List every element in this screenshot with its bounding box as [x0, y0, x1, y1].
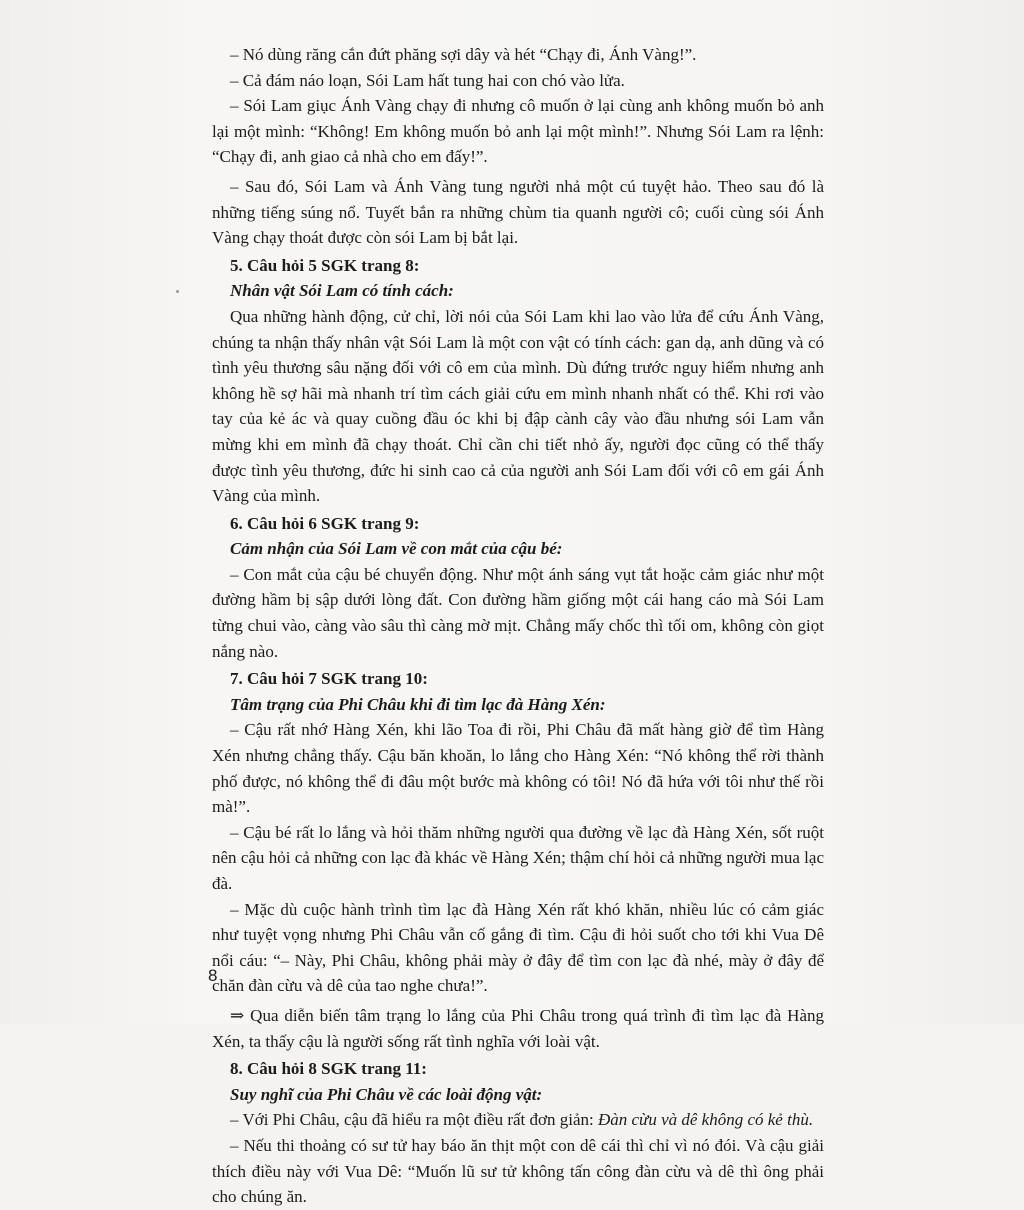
section-heading-8: 8. Câu hỏi 8 SGK trang 11: [230, 1059, 427, 1079]
paragraph: – Sau đó, Sói Lam và Ánh Vàng tung người nhả một cú tuyệt hảo. Theo sau đó là những tiếng súng nổ. Tuyết bắn ra những chùm tia quanh người cô; cuối cùng sói Ánh Vàng chạy thoát được còn sói Lam bị bắt lại. [212, 176, 824, 248]
paragraph: – Nó dùng răng cắn đứt phăng sợi dây và hét “Chạy đi, Ánh Vàng!”. [230, 45, 697, 64]
paragraph: – Con mắt của cậu bé chuyển động. Như một ánh sáng vụt tắt hoặc cảm giác như một đường hầm bị sập dưới lòng đất. Con đường hầm giống một cái hang cáo mà Sói Lam từng chui vào, càng vào sâu thì càng mờ mịt. Chẳng mấy chốc thì tối om, không còn giọt nắng nào. [212, 564, 824, 661]
section-heading-6: 6. Câu hỏi 6 SGK trang 9: [230, 513, 420, 533]
paragraph: Qua những hành động, cử chỉ, lời nói của Sói Lam khi lao vào lửa để cứu Ánh Vàng, chúng ta nhận thấy nhân vật Sói Lam là một con vật có tính cách: gan dạ, anh dũng và có tình yêu thương sâu nặng đối với cô em của mình. Dù đứng trước nguy hiểm nhưng anh không hề sợ hãi mà nhanh trí tìm cách giải cứu em mình nhanh nhất có thể. Khi rơi vào tay của kẻ ác và quay cuồng đầu óc khi bị đập cành cây vào đầu nhưng sói Lam vẫn mừng khi em mình đã chạy thoát. Chỉ cần chi tiết nhỏ ấy, người đọc cũng có thể thấy được tình yêu thương, đức hi sinh cao cả của người anh Sói Lam đối với cô em gái Ánh Vàng của mình. [212, 306, 824, 506]
paragraph: – Sói Lam giục Ánh Vàng chạy đi nhưng cô muốn ở lại cùng anh không muốn bỏ anh lại một mình: “Không! Em không muốn bỏ anh lại một mình!”. Nhưng Sói Lam ra lệnh: “Chạy đi, anh giao cả nhà cho em đấy!”. [212, 96, 824, 167]
paragraph: – Mặc dù cuộc hành trình tìm lạc đà Hàng Xén rất khó khăn, nhiều lúc có cảm giác như tuyệt vọng nhưng Phi Châu vẫn cố gắng đi tìm. Cậu đi hỏi suốt cho tới khi Vua Dê nổi cáu: “– Này, Phi Châu, không phải mày ở đây để tìm con lạc đà nhé, mày ở đây để chăn đàn cừu và dê của tao nghe chưa!”. [212, 899, 824, 996]
section-subheading: Suy nghĩ của Phi Châu về các loài động vật: [230, 1084, 543, 1104]
section-subheading: Tâm trạng của Phi Châu khi đi tìm lạc đà Hàng Xén: [230, 694, 606, 714]
italic-quote: Đàn cừu và dê không có kẻ thù. [597, 1110, 814, 1130]
page-content [212, 42, 824, 1210]
scan-speck [176, 290, 179, 293]
section-subheading: Nhân vật Sói Lam có tính cách: [230, 281, 454, 301]
section-heading-7: 7. Câu hỏi 7 SGK trang 10: [230, 669, 428, 689]
paragraph: – Cậu rất nhớ Hàng Xén, khi lão Toa đi rồi, Phi Châu đã mất hàng giờ để tìm Hàng Xén nhưng chẳng thấy. Cậu băn khoăn, lo lắng cho Hàng Xén: “Nó không thể rời thành phố được, nó không thể đi đâu một bước mà không có tôi! Nó đã hứa với tôi như thế rồi mà!”. [212, 720, 824, 817]
conclusion-paragraph: ⇒ Qua diễn biến tâm trạng lo lắng của Phi Châu trong quá trình đi tìm lạc đà Hàng Xén, ta thấy cậu là người sống rất tình nghĩa với loài vật. [212, 1005, 824, 1051]
page-number: 8 [208, 966, 218, 985]
paragraph: – Cậu bé rất lo lắng và hỏi thăm những người qua đường về lạc đà Hàng Xén, sốt ruột nên cậu hỏi cả những con lạc đà khác về Hàng Xén; thậm chí hỏi cả những người mua lạc đà. [212, 822, 824, 893]
paragraph: – Nếu thi thoảng có sư tử hay báo ăn thịt một con dê cái thì chỉ vì nó đói. Và cậu giải thích điều này với Vua Dê: “Muốn lũ sư tử không tấn công đàn cừu và dê thì ông phải cho chúng ăn. [212, 1135, 824, 1207]
paragraph [212, 1107, 824, 1133]
paragraph-text: – Với Phi Châu, cậu đã hiểu ra một điều rất đơn giản: [230, 1110, 598, 1130]
section-subheading: Cảm nhận của Sói Lam về con mắt của cậu bé: [230, 539, 563, 559]
section-heading-5: 5. Câu hỏi 5 SGK trang 8: [230, 255, 420, 275]
paragraph: – Cả đám náo loạn, Sói Lam hất tung hai con chó vào lửa. [230, 70, 625, 90]
